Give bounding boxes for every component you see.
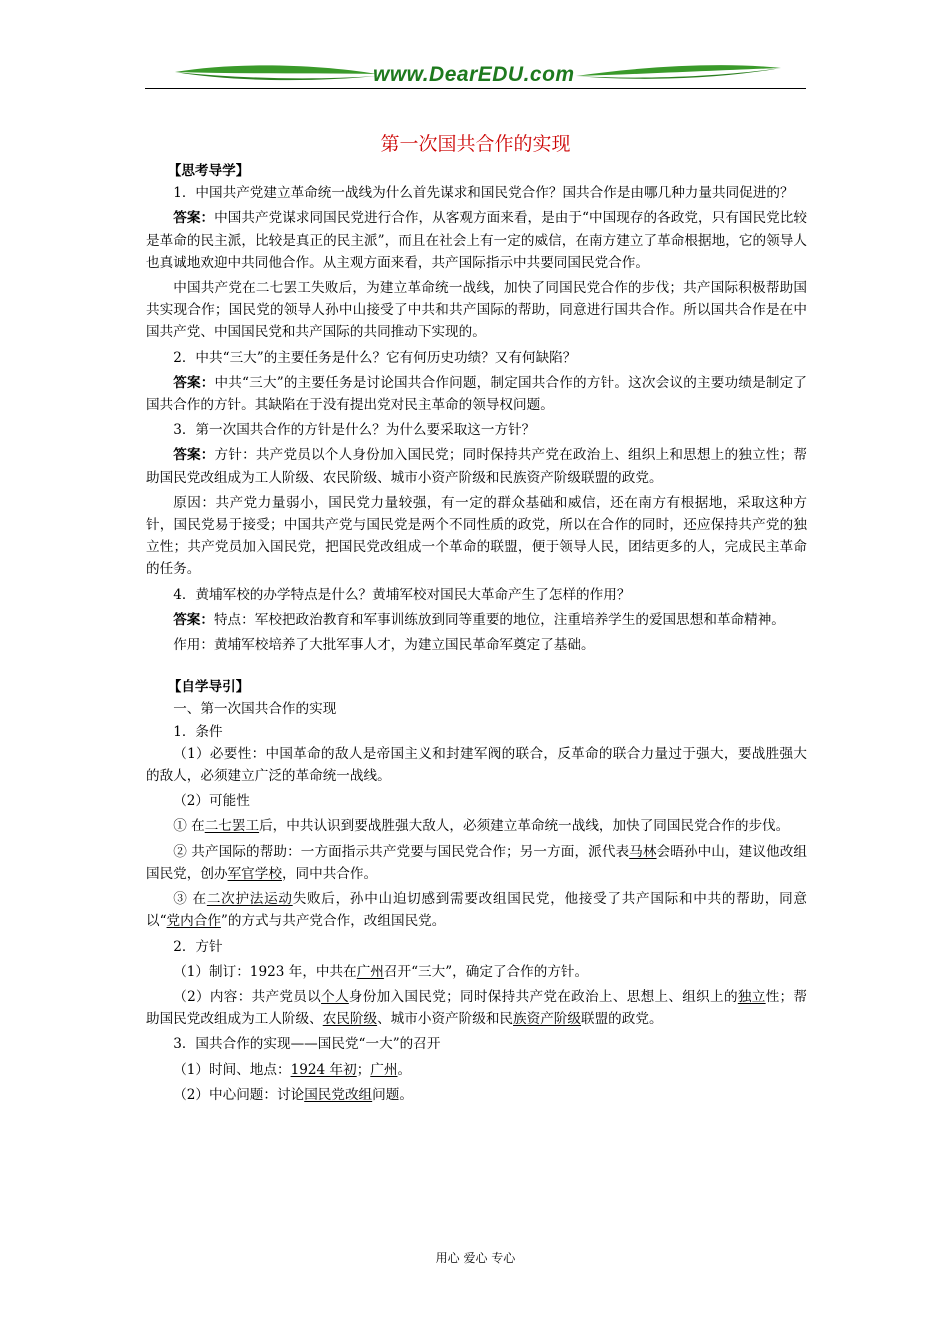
site-header-banner bbox=[145, 60, 806, 90]
central-issue: （2）中心问题：讨论国民党改组问题。 bbox=[173, 1086, 413, 1103]
possibility-2: ② 共产国际的帮助：一方面指示共产党要与国民党合作；另一方面，派代表马林会晤孙中山，建议他改组国民党，创办军官学校，同中共合作。 bbox=[146, 843, 808, 882]
answer-4: 答案：特点：军校把政治教育和军事训练放到同等重要的地位，注重培养学生的爱国思想和革命精神。 bbox=[173, 611, 785, 628]
section-heading-thinking: 【思考导学】 bbox=[167, 163, 250, 179]
condition-possibility: （2）可能性 bbox=[173, 793, 250, 810]
subsection-1-1: 1．条件 bbox=[173, 723, 223, 740]
page-title: 第一次国共合作的实现 bbox=[380, 133, 571, 155]
document-body bbox=[146, 160, 807, 1106]
possibility-1: ① 在二七罢工后，中共认识到要战胜强大敌人，必须建立革命统一战线，加快了同国民党合作的步伐。 bbox=[173, 818, 790, 835]
question-1: 1．中国共产党建立革命统一战线为什么首先谋求和国民党合作？国共合作是由哪几种力量共同促进的？ bbox=[173, 185, 794, 202]
answer-3-continued: 原因：共产党力量弱小，国民党力量较强，有一定的群众基础和威信，还在南方有根据地，采取这种方针，国民党易于接受；中国共产党与国民党是两个不同性质的政党，所以在合作的同时，还应保持共产党的独立性；共产党员加入国民党，把国民党改组成一个革命的联盟，便于领导人民，团结更多的人，完成民主革命的任务。 bbox=[146, 494, 807, 578]
header-rule bbox=[145, 88, 806, 89]
answer-4-continued: 作用：黄埔军校培养了大批军事人才，为建立国民革命军奠定了基础。 bbox=[173, 637, 595, 654]
condition-necessity: （1）必要性：中国革命的敌人是帝国主义和封建军阀的联合，反革命的联合力量过于强大，要战胜强大的敌人，必须建立广泛的革命统一战线。 bbox=[146, 745, 807, 785]
page-footer: 用心 爱心 专心 bbox=[435, 1251, 516, 1265]
subsection-1-2: 2．方针 bbox=[173, 938, 223, 955]
section-heading-self-study: 【自学导引】 bbox=[167, 679, 250, 696]
possibility-3: ③ 在二次护法运动失败后，孙中山迫切感到需要改组国民党，他接受了共产国际和中共的帮助，同意以“党内合作”的方式与共产党合作，改组国民党。 bbox=[146, 891, 808, 930]
answer-label: 答案： bbox=[173, 447, 215, 464]
subsection-1: 一、第一次国共合作的实现 bbox=[173, 701, 337, 718]
question-2: 2．中共“三大”的主要任务是什么？它有何历史功绩？又有何缺陷？ bbox=[173, 349, 577, 366]
answer-2: 答案：中共“三大”的主要任务是讨论国共合作问题，制定国共合作的方针。这次会议的主要功绩是制定了国共合作的方针。其缺陷在于没有提出党对民主革命的领导权问题。 bbox=[146, 374, 808, 414]
answer-1-continued: 中国共产党在二七罢工失败后，为建立革命统一战线，加快了同国民党合作的步伐；共产国际积极帮助国共实现合作；国民党的领导人孙中山接受了中共和共产国际的帮助，同意进行国共合作。所以国共合作是在中国共产党、中国国民党和共产国际的共同推动下实现的。 bbox=[146, 280, 807, 341]
answer-1: 答案：中国共产党谋求同国民党进行合作，从客观方面来看，是由于“中国现存的各政党，只有国民党比较是革命的民主派，比较是真正的民主派”，而且在社会上有一定的威信，在南方建立了革命根据地，它的领导人也真诚地欢迎中共同他合作。从主观方面来看，共产国际指示中共要同国民党合作。 bbox=[146, 210, 808, 271]
answer-3: 答案：方针：共产党员以个人身份加入国民党；同时保持共产党在政治上、组织上和思想上的独立性；帮助国民党改组成为工人阶级、农民阶级、城市小资产阶级和民族资产阶级联盟的政党。 bbox=[146, 447, 808, 486]
answer-label: 答案： bbox=[173, 210, 215, 227]
question-4: 4．黄埔军校的办学特点是什么？黄埔军校对国民大革命产生了怎样的作用？ bbox=[173, 586, 631, 603]
answer-label: 答案： bbox=[173, 611, 214, 628]
policy-formulation: （1）制订：1923 年，中共在广州召开“三大”，确定了合作的方针。 bbox=[173, 963, 589, 980]
question-3: 3．第一次国共合作的方针是什么？为什么要采取这一方针？ bbox=[173, 422, 536, 439]
policy-content: （2）内容：共产党员以个人身份加入国民党；同时保持共产党在政治上、思想上、组织上的独立性；帮助国民党改组成为工人阶级、农民阶级、城市小资产阶级和民族资产阶级联盟的政党。 bbox=[146, 988, 808, 1028]
answer-label: 答案： bbox=[173, 374, 215, 391]
subsection-1-3: 3．国共合作的实现——国民党“一大”的召开 bbox=[173, 1036, 441, 1053]
site-logo-text: www.DearEDU.com bbox=[373, 63, 575, 86]
time-place: （1）时间、地点：1924 年初；广州。 bbox=[173, 1061, 412, 1078]
